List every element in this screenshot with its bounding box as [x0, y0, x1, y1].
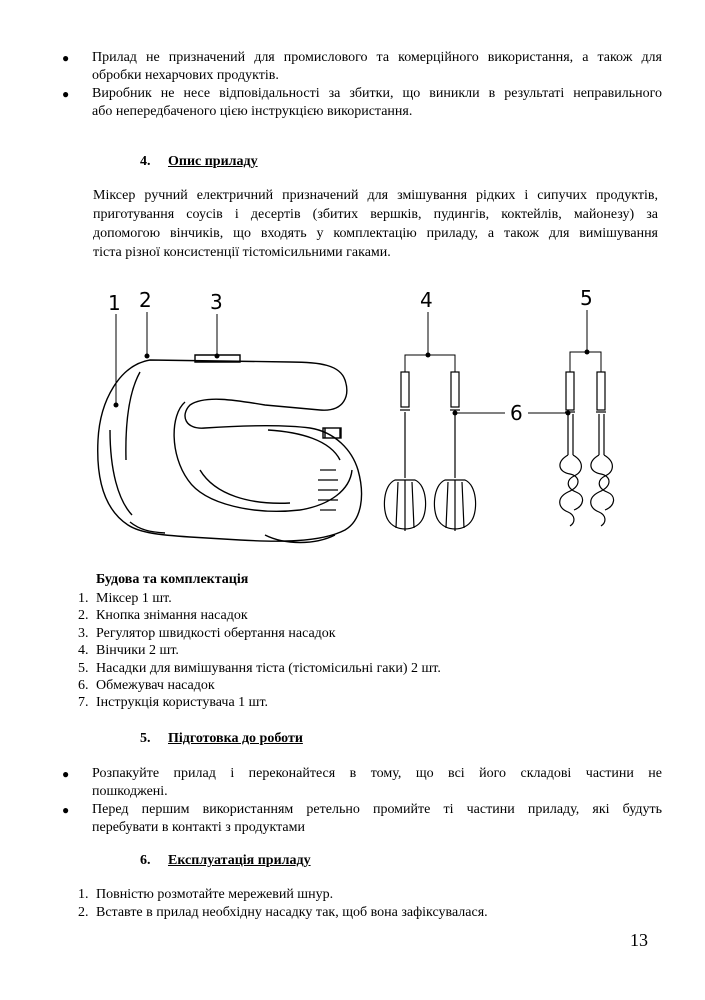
list-item — [78, 660, 441, 677]
bullet-text-line: Розпакуйте прилад і переконайтеся в тому, що всі його складові частини не — [92, 766, 662, 781]
section-6-heading — [140, 852, 311, 870]
section-5-bullet-list — [62, 765, 662, 837]
item-text: Кнопка знімання насадок — [96, 608, 248, 624]
mixer-body-illustration — [98, 355, 362, 543]
item-number: 2. — [78, 905, 89, 920]
intro-bullet-2 — [62, 85, 662, 121]
components-list — [78, 590, 441, 712]
item-number: 7. — [78, 695, 89, 711]
item-text: Обмежувач насадок — [96, 678, 215, 694]
bullet-text-line: обробки нехарчових продуктів. — [92, 68, 279, 83]
bullet-text-line: пошкоджені. — [92, 784, 168, 799]
item-text: Насадки для вимішування тіста (тістомісильні гаки) 2 шт. — [96, 660, 441, 676]
item-text: Інструкція користувача 1 шт. — [96, 695, 269, 711]
list-item — [78, 904, 488, 922]
section-5-heading — [140, 730, 303, 748]
diagram-label-2: 2 — [139, 288, 152, 312]
paragraph-line: Міксер ручний електричний призначений для змішування рідких і сипучих продуктів, — [93, 188, 658, 203]
bullet-text-line: Виробник не несе відповідальності за збитки, що виникли в результаті неправильного — [92, 86, 662, 101]
item-number: 3. — [78, 625, 89, 641]
section-title: Опис приладу — [168, 154, 258, 169]
list-item — [78, 625, 441, 642]
bullet-text-line: Перед першим використанням ретельно промийте ті частини приладу, які будуть — [92, 802, 662, 817]
dough-hook-pair-illustration — [560, 372, 614, 526]
list-item — [78, 607, 441, 624]
item-number: 1. — [78, 887, 89, 902]
mixer-diagram — [0, 280, 705, 570]
section-title: Підготовка до роботи — [168, 731, 303, 746]
item-number: 5. — [78, 660, 89, 676]
item-number: 1. — [78, 591, 89, 606]
description-paragraph — [93, 186, 658, 262]
diagram-label-3: 3 — [210, 290, 223, 314]
list-item — [78, 642, 441, 659]
paragraph-line: приготування соусів і десертів (збитих вершків, пудингів, коктейлів, майонезу) за — [93, 207, 658, 222]
list-item — [78, 886, 488, 904]
diagram-label-4: 4 — [420, 288, 433, 312]
section-4-heading — [140, 153, 258, 171]
components-heading: Будова та комплектація — [96, 572, 249, 587]
paragraph-line: тіста різної консистенції тістомісильними гаками. — [93, 245, 391, 260]
diagram-label-6: 6 — [510, 401, 523, 425]
paragraph-line: допомогою вінчиків, що входять у комплектацію приладу, а також для вимішування — [93, 226, 658, 241]
bullet-text-line: Прилад не призначений для промислового та комерційного використання, а також для — [92, 50, 662, 65]
bullet-dot-icon: ● — [62, 767, 70, 781]
section-5-bullet-1 — [62, 765, 662, 801]
bullet-dot-icon: ● — [62, 803, 70, 817]
diagram-label-1: 1 — [108, 291, 121, 315]
item-number: 2. — [78, 608, 89, 624]
section-number: 4. — [140, 154, 151, 169]
bullet-dot-icon: ● — [62, 87, 70, 101]
item-text: Міксер 1 шт. — [96, 591, 172, 606]
section-5-bullet-2 — [62, 801, 662, 837]
list-item — [78, 677, 441, 694]
section-number: 5. — [140, 731, 151, 746]
item-text: Повністю розмотайте мережевий шнур. — [96, 887, 334, 902]
whisk-pair-illustration — [384, 372, 475, 531]
list-item — [78, 694, 441, 711]
list-item — [78, 590, 441, 607]
intro-bullet-list — [62, 49, 662, 121]
bullet-text-line: або непередбаченого цією інструкцією використання. — [92, 104, 413, 119]
item-number: 6. — [78, 678, 89, 694]
bullet-dot-icon: ● — [62, 51, 70, 65]
section-title: Експлуатація приладу — [168, 853, 311, 868]
item-number: 4. — [78, 643, 89, 659]
section-6-list — [78, 886, 488, 922]
item-text: Регулятор швидкості обертання насадок — [96, 625, 336, 641]
bullet-text-line: перебувати в контакті з продуктами — [92, 820, 305, 835]
page-number: 13 — [630, 930, 648, 950]
section-number: 6. — [140, 853, 151, 868]
item-text: Вінчики 2 шт. — [96, 643, 179, 659]
diagram-label-5: 5 — [580, 286, 593, 310]
item-text: Вставте в прилад необхідну насадку так, щоб вона зафіксувалася. — [96, 905, 488, 920]
intro-bullet-1 — [62, 49, 662, 85]
